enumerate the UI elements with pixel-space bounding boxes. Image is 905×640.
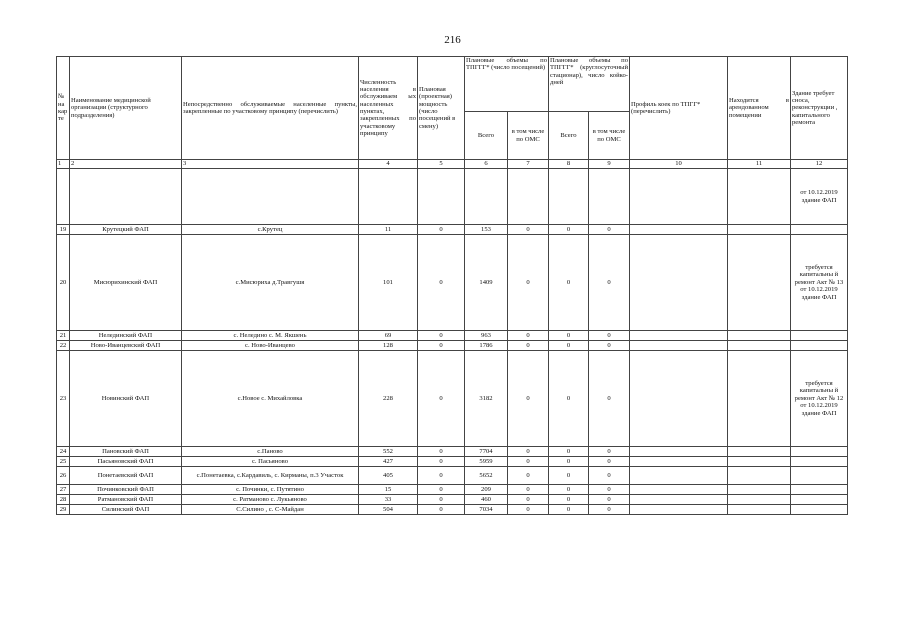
col-number: 12: [791, 160, 848, 169]
building-note: [791, 447, 848, 457]
col-number: 8: [549, 160, 589, 169]
facilities-table: [56, 56, 848, 515]
col-number: 2: [70, 160, 182, 169]
building-note: [791, 485, 848, 495]
header-served-points: Непосредственно обслуживаемые населенные пункты, закрепленные по участковому принципу (перечислить): [182, 57, 359, 160]
stationary-oms-value: 0: [589, 505, 630, 515]
beds-profile-value: [630, 351, 728, 447]
header-building: Здание требует сноса, реконструкции , капитального ремонта: [791, 57, 848, 160]
visits-oms-value: 0: [508, 495, 549, 505]
visits-oms-value: 0: [508, 351, 549, 447]
rented-value: [728, 225, 791, 235]
stationary-total-value: 0: [549, 495, 589, 505]
rented-value: [728, 457, 791, 467]
capacity-value: 0: [418, 341, 465, 351]
rented-value: [728, 447, 791, 457]
stationary-total-value: 0: [549, 457, 589, 467]
beds-profile-value: [630, 235, 728, 331]
population-value: 405: [359, 467, 418, 485]
header-visits-oms: в том числе по ОМС: [508, 112, 549, 160]
table-row: [57, 447, 848, 457]
visits-oms-value: 0: [508, 467, 549, 485]
capacity-value: 0: [418, 457, 465, 467]
visits-oms-value: 0: [508, 485, 549, 495]
continuation-row: [57, 169, 848, 225]
beds-profile-value: [630, 341, 728, 351]
col-number: 7: [508, 160, 549, 169]
beds-profile-value: [630, 485, 728, 495]
stationary-oms-value: 0: [589, 467, 630, 485]
rented-value: [728, 235, 791, 331]
col-number: 10: [630, 160, 728, 169]
beds-profile-value: [630, 457, 728, 467]
building-note: [791, 505, 848, 515]
served-points: с. Неледино с. М. Якшень: [182, 331, 359, 341]
beds-profile-value: [630, 495, 728, 505]
population-value: 552: [359, 447, 418, 457]
stationary-total-value: 0: [549, 351, 589, 447]
rented-value: [728, 505, 791, 515]
header-stationary-group: Плановые объемы по ТПГГГ* (круглосуточный стационар), число койко-дней: [549, 57, 630, 112]
stationary-oms-value: 0: [589, 235, 630, 331]
served-points: С.Силино , с. С-Майдан: [182, 505, 359, 515]
population-value: 101: [359, 235, 418, 331]
capacity-value: 0: [418, 225, 465, 235]
stationary-oms-value: 0: [589, 457, 630, 467]
visits-oms-value: 0: [508, 505, 549, 515]
stationary-oms-value: 0: [589, 447, 630, 457]
visits-oms-value: 0: [508, 235, 549, 331]
beds-profile-value: [630, 225, 728, 235]
stationary-oms-value: 0: [589, 225, 630, 235]
row-number: 24: [57, 447, 70, 457]
table-row: [57, 235, 848, 331]
capacity-value: 0: [418, 447, 465, 457]
page-number: 216: [444, 34, 461, 46]
header-stationary-total: Всего: [549, 112, 589, 160]
header-rented: Находится в арендованном помещении: [728, 57, 791, 160]
col-number: 11: [728, 160, 791, 169]
served-points: с.Понетаевка, с.Кардавиль, с. Кирманы, п.3 Участок: [182, 467, 359, 485]
header-visits-total: Всего: [465, 112, 508, 160]
population-value: 69: [359, 331, 418, 341]
capacity-value: 0: [418, 331, 465, 341]
col-number: 4: [359, 160, 418, 169]
organization-name: Силинский ФАП: [70, 505, 182, 515]
visits-total-value: 7704: [465, 447, 508, 457]
organization-name: Нелединский ФАП: [70, 331, 182, 341]
visits-oms-value: 0: [508, 447, 549, 457]
stationary-total-value: 0: [549, 341, 589, 351]
stationary-total-value: 0: [549, 331, 589, 341]
beds-profile-value: [630, 447, 728, 457]
stationary-oms-value: 0: [589, 351, 630, 447]
col-number: 3: [182, 160, 359, 169]
rented-value: [728, 331, 791, 341]
col-number: 6: [465, 160, 508, 169]
visits-total-value: 460: [465, 495, 508, 505]
building-note: [791, 495, 848, 505]
capacity-value: 0: [418, 485, 465, 495]
visits-total-value: 209: [465, 485, 508, 495]
rented-value: [728, 467, 791, 485]
organization-name: Ново-Иванцевский ФАП: [70, 341, 182, 351]
stationary-oms-value: 0: [589, 341, 630, 351]
beds-profile-value: [630, 505, 728, 515]
building-note: требуется капитальны й ремонт Акт № 12 от 10.12.2019 здание ФАП: [791, 351, 848, 447]
population-value: 33: [359, 495, 418, 505]
population-value: 427: [359, 457, 418, 467]
row-number: 21: [57, 331, 70, 341]
table-row: [57, 495, 848, 505]
header-stationary-oms: в том числе по ОМС: [589, 112, 630, 160]
table-row: [57, 331, 848, 341]
capacity-value: 0: [418, 235, 465, 331]
stationary-total-value: 0: [549, 505, 589, 515]
stationary-oms-value: 0: [589, 331, 630, 341]
stationary-oms-value: 0: [589, 495, 630, 505]
header-beds-profile: Профиль коек по ТПГГ* (перечислить): [630, 57, 728, 160]
served-points: с. Починки, с. Путятино: [182, 485, 359, 495]
row-number: 27: [57, 485, 70, 495]
capacity-value: 0: [418, 467, 465, 485]
row-number: 22: [57, 341, 70, 351]
population-value: 11: [359, 225, 418, 235]
building-note: [791, 467, 848, 485]
header-capacity: Плановая (проектная) мощность (число посещений в смену): [418, 57, 465, 160]
served-points: с. Пасьяново: [182, 457, 359, 467]
header-organization: Наименование медицинской организации (структурного подразделения): [70, 57, 182, 160]
served-points: с.Новое с. Михайловка: [182, 351, 359, 447]
population-value: 504: [359, 505, 418, 515]
served-points: с.Крутец: [182, 225, 359, 235]
visits-total-value: 153: [465, 225, 508, 235]
organization-name: Новинский ФАП: [70, 351, 182, 447]
table-row: [57, 225, 848, 235]
served-points: с. Ново-Иванцево: [182, 341, 359, 351]
served-points: с.Паново: [182, 447, 359, 457]
row-number: 26: [57, 467, 70, 485]
table-row: [57, 457, 848, 467]
table-row: [57, 505, 848, 515]
beds-profile-value: [630, 331, 728, 341]
visits-total-value: 1786: [465, 341, 508, 351]
rented-value: [728, 485, 791, 495]
col-number: 9: [589, 160, 630, 169]
organization-name: Крутецкий ФАП: [70, 225, 182, 235]
visits-total-value: 5959: [465, 457, 508, 467]
header-visits-group: Плановые объемы по ТПГГГ* (число посещений): [465, 57, 549, 112]
building-note: [791, 457, 848, 467]
visits-total-value: 7034: [465, 505, 508, 515]
building-note: от 10.12.2019 здание ФАП: [791, 169, 848, 225]
row-number: 25: [57, 457, 70, 467]
row-number: 29: [57, 505, 70, 515]
rented-value: [728, 351, 791, 447]
organization-name: Пасьяновский ФАП: [70, 457, 182, 467]
stationary-total-value: 0: [549, 225, 589, 235]
header-population: Численность населения в обслуживаем ых населенных пунктах, закрепленных по участковому принципу: [359, 57, 418, 160]
served-points: с.Мисюриха д.Травгушя: [182, 235, 359, 331]
organization-name: Мисюрихинский ФАП: [70, 235, 182, 331]
beds-profile-value: [630, 467, 728, 485]
table-row: [57, 341, 848, 351]
row-number: 19: [57, 225, 70, 235]
stationary-total-value: 0: [549, 467, 589, 485]
served-points: с. Ратманово с. Лукьяново: [182, 495, 359, 505]
capacity-value: 0: [418, 505, 465, 515]
visits-oms-value: 0: [508, 331, 549, 341]
visits-oms-value: 0: [508, 457, 549, 467]
stationary-oms-value: 0: [589, 485, 630, 495]
table-row: [57, 351, 848, 447]
visits-total-value: 963: [465, 331, 508, 341]
stationary-total-value: 0: [549, 235, 589, 331]
capacity-value: 0: [418, 495, 465, 505]
visits-total-value: 5652: [465, 467, 508, 485]
col-number: 5: [418, 160, 465, 169]
row-number: 28: [57, 495, 70, 505]
population-value: 228: [359, 351, 418, 447]
visits-oms-value: 0: [508, 225, 549, 235]
population-value: 128: [359, 341, 418, 351]
visits-oms-value: 0: [508, 341, 549, 351]
row-number: 23: [57, 351, 70, 447]
building-note: [791, 331, 848, 341]
building-note: [791, 225, 848, 235]
header-num: № на кар те: [57, 57, 70, 160]
table-row: [57, 467, 848, 485]
column-numbers-row: [57, 160, 848, 169]
organization-name: Ратмановский ФАП: [70, 495, 182, 505]
stationary-total-value: 0: [549, 485, 589, 495]
rented-value: [728, 341, 791, 351]
capacity-value: 0: [418, 351, 465, 447]
rented-value: [728, 495, 791, 505]
organization-name: Починковский ФАП: [70, 485, 182, 495]
building-note: требуется капитальны й ремонт Акт № 13 от 10.12.2019 здание ФАП: [791, 235, 848, 331]
visits-total-value: 1409: [465, 235, 508, 331]
population-value: 15: [359, 485, 418, 495]
table-row: [57, 485, 848, 495]
organization-name: Понетаевский ФАП: [70, 467, 182, 485]
organization-name: Пановский ФАП: [70, 447, 182, 457]
visits-total-value: 3182: [465, 351, 508, 447]
row-number: 20: [57, 235, 70, 331]
stationary-total-value: 0: [549, 447, 589, 457]
col-number: 1: [57, 160, 70, 169]
building-note: [791, 341, 848, 351]
